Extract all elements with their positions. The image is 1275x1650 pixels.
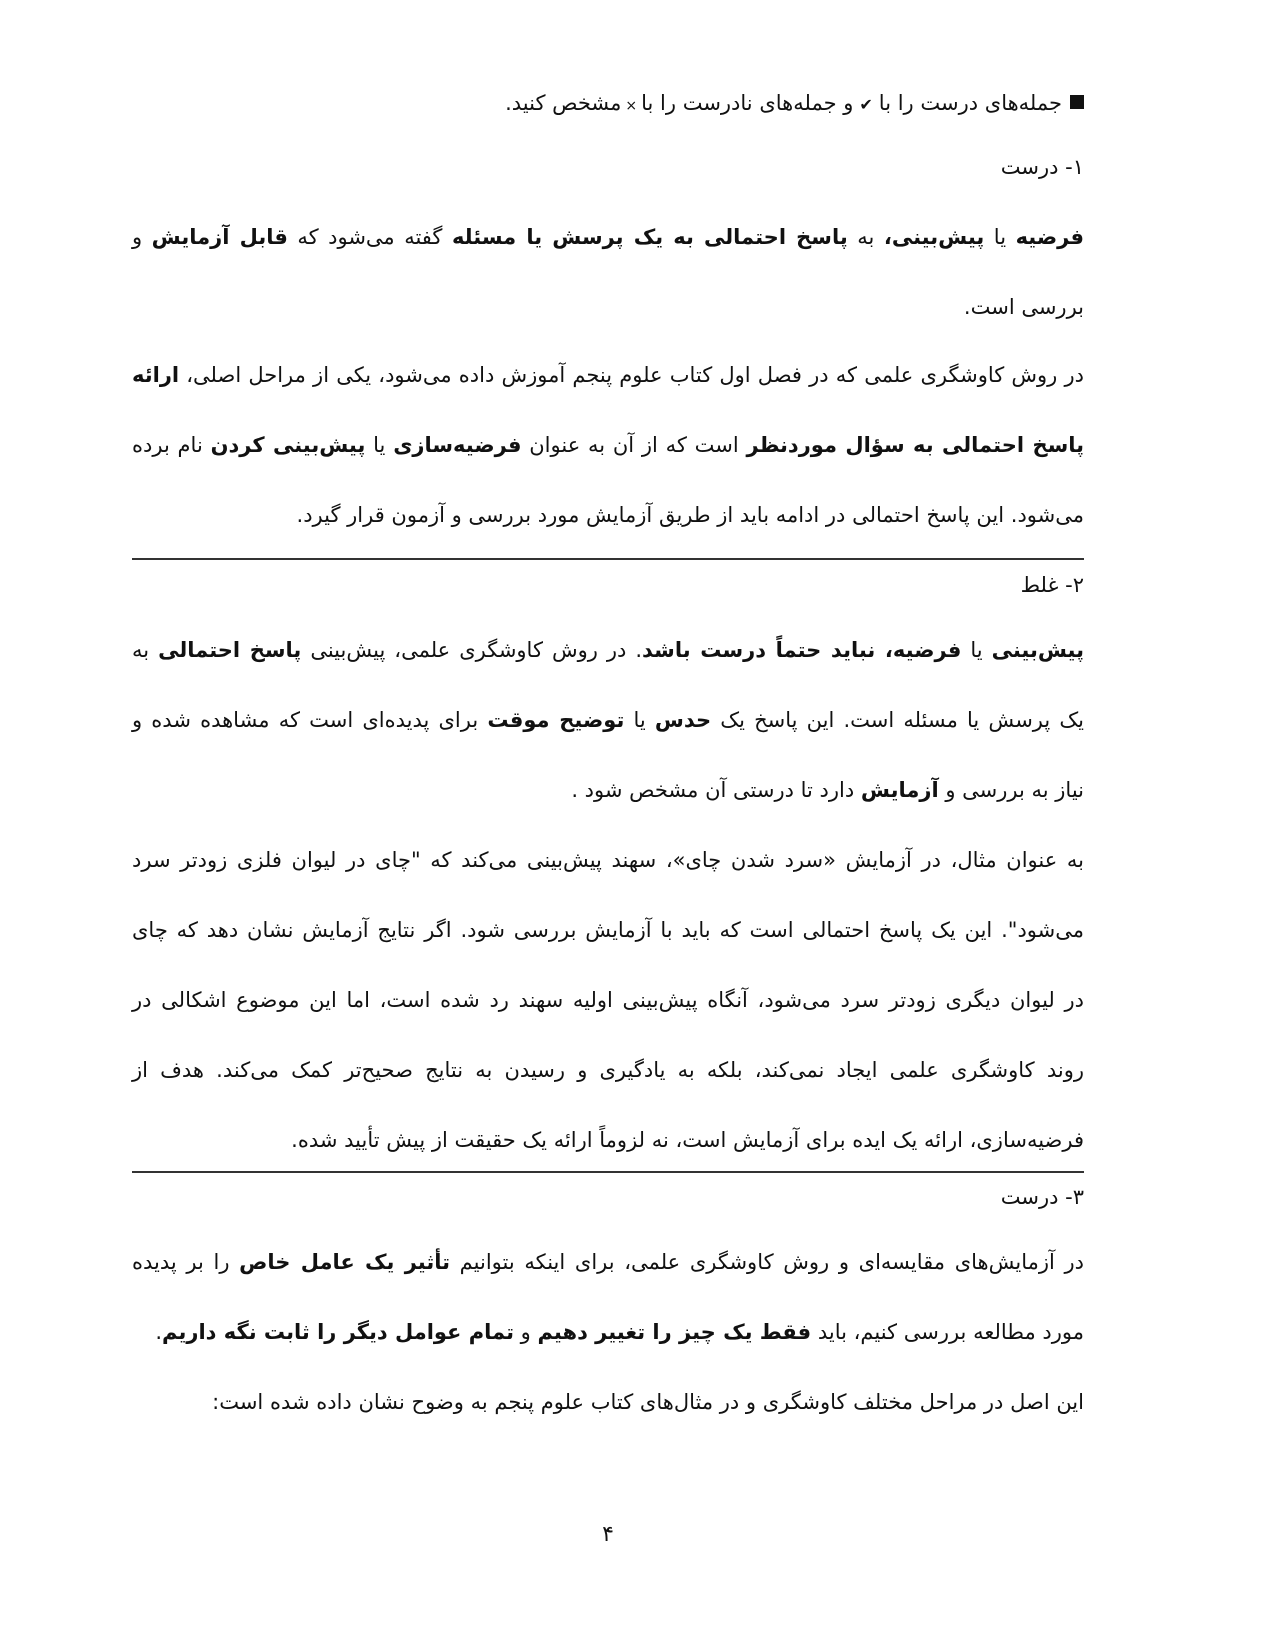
text: گفته می‌شود که: [287, 225, 452, 249]
paragraph-line: [132, 220, 1084, 254]
text: برای پدیده‌ای است که مشاهده شده و: [132, 708, 488, 732]
paragraph-line: [132, 703, 1084, 737]
instruction-text-2: و جمله‌های نادرست را با: [641, 91, 854, 115]
text: دارد تا درستی آن مشخص شود .: [571, 778, 861, 802]
bold-text: فرضیه: [1015, 225, 1084, 249]
text: نام برده: [132, 433, 211, 457]
paragraph-line: [132, 498, 1084, 532]
paragraph-line: [132, 633, 1084, 667]
text: می‌شود. این پاسخ احتمالی در ادامه باید از طریق آزمایش مورد بررسی و آزمون قرار گیرد.: [296, 503, 1084, 527]
text: این اصل در مراحل مختلف کاوشگری و در مثال‌های کتاب علوم پنجم به وضوح نشان داده شده است:: [212, 1390, 1084, 1414]
text: فرضیه‌سازی، ارائه یک ایده برای آزمایش است، نه لزوماً ارائه یک حقیقت از پیش تأیید شده.: [291, 1128, 1084, 1152]
bold-text: پیش‌بینی کردن: [210, 433, 366, 457]
text: یک پرسش یا مسئله است. این پاسخ یک: [711, 708, 1085, 732]
paragraph-line: [132, 358, 1084, 392]
paragraph-line: [132, 983, 1084, 1017]
paragraph-line: [132, 428, 1084, 462]
text: در لیوان دیگری زودتر سرد می‌شود، آنگاه پیش‌بینی اولیه سهند رد شده است، اما این موضوع اشکالی در: [132, 988, 1084, 1012]
section-divider: [132, 558, 1084, 560]
check-icon: ✔: [859, 95, 873, 114]
paragraph-line: [132, 1053, 1084, 1087]
text: و: [132, 225, 152, 249]
text: مورد مطالعه بررسی کنیم، باید: [811, 1320, 1084, 1344]
paragraph-line: [132, 913, 1084, 947]
bold-text: قابل آزمایش: [151, 225, 288, 249]
text: به: [132, 638, 159, 662]
bold-text: پاسخ احتمالی به سؤال موردنظر: [746, 433, 1085, 457]
text: روند کاوشگری علمی ایجاد نمی‌کند، بلکه به یادگیری و رسیدن به نتایج صحیح‌تر کمک می‌کند. هدف از: [132, 1058, 1084, 1082]
bold-text: فقط یک چیز را تغییر دهیم: [537, 1320, 812, 1344]
bold-text: ارائه: [132, 363, 180, 387]
text: .: [155, 1320, 163, 1344]
paragraph-line: [132, 290, 1084, 324]
text: نیاز به بررسی و: [938, 778, 1084, 802]
paragraph-line: [132, 1123, 1084, 1157]
text: بررسی است.: [963, 295, 1084, 319]
paragraph-line: [132, 773, 1084, 807]
cross-icon: ×: [625, 98, 638, 114]
text: می‌شود". این یک پاسخ احتمالی است که باید با آزمایش بررسی شود. اگر نتایج آزمایش نشان دهد که چای: [132, 918, 1084, 942]
text: یا: [984, 225, 1016, 249]
bold-text: تمام عوامل دیگر را ثابت نگه داریم: [162, 1320, 514, 1344]
bold-text: پاسخ احتمالی: [158, 638, 302, 662]
square-bullet-icon: [1070, 95, 1084, 109]
instruction-text-1: جمله‌های درست را با: [878, 91, 1062, 115]
bold-text: پیش‌بینی: [991, 638, 1084, 662]
bold-text: پیش‌بینی،: [883, 225, 985, 249]
instruction-text-3: مشخص کنید.: [505, 91, 622, 115]
document-page: [132, 0, 1084, 1650]
answer-heading: ۳- درست: [1000, 1185, 1084, 1209]
section-divider: [132, 1171, 1084, 1173]
text: است که از آن به عنوان: [521, 433, 747, 457]
text: . در روش کاوشگری علمی، پیش‌بینی: [301, 638, 643, 662]
bold-text: فرضیه‌سازی: [393, 433, 522, 457]
bold-text: آزمایش: [860, 778, 939, 802]
text: به عنوان مثال، در آزمایش «سرد شدن چای»، سهند پیش‌بینی می‌کند که "چای در لیوان فلزی زودتر سرد: [132, 848, 1084, 872]
text: در روش کاوشگری علمی که در فصل اول کتاب علوم پنجم آموزش داده می‌شود، یکی از مراحل اصلی،: [179, 363, 1084, 387]
paragraph-line: [132, 843, 1084, 877]
text: در آزمایش‌های مقایسه‌ای و روش کاوشگری علمی، برای اینکه بتوانیم: [450, 1250, 1085, 1274]
text: یا: [365, 433, 394, 457]
bold-text: پاسخ احتمالی به یک پرسش یا مسئله: [451, 225, 848, 249]
text: یا: [961, 638, 992, 662]
answer-heading: ۱- درست: [1000, 155, 1084, 179]
answer-heading: ۲- غلط: [1020, 573, 1084, 597]
text: یا: [624, 708, 655, 732]
instruction: [132, 86, 1084, 123]
paragraph-line: [132, 1385, 1084, 1419]
paragraph-line: [132, 1315, 1084, 1349]
bold-text: توضیح موقت: [487, 708, 625, 732]
text: و: [513, 1320, 538, 1344]
text: را بر پدیده: [132, 1250, 240, 1274]
page-number: ۴: [602, 1522, 614, 1547]
bold-text: تأثیر یک عامل خاص: [239, 1250, 450, 1274]
bold-text: حدس: [654, 708, 712, 732]
text: به: [847, 225, 884, 249]
bold-text: فرضیه، نباید حتماً درست باشد: [642, 638, 962, 662]
paragraph-line: [132, 1245, 1084, 1279]
